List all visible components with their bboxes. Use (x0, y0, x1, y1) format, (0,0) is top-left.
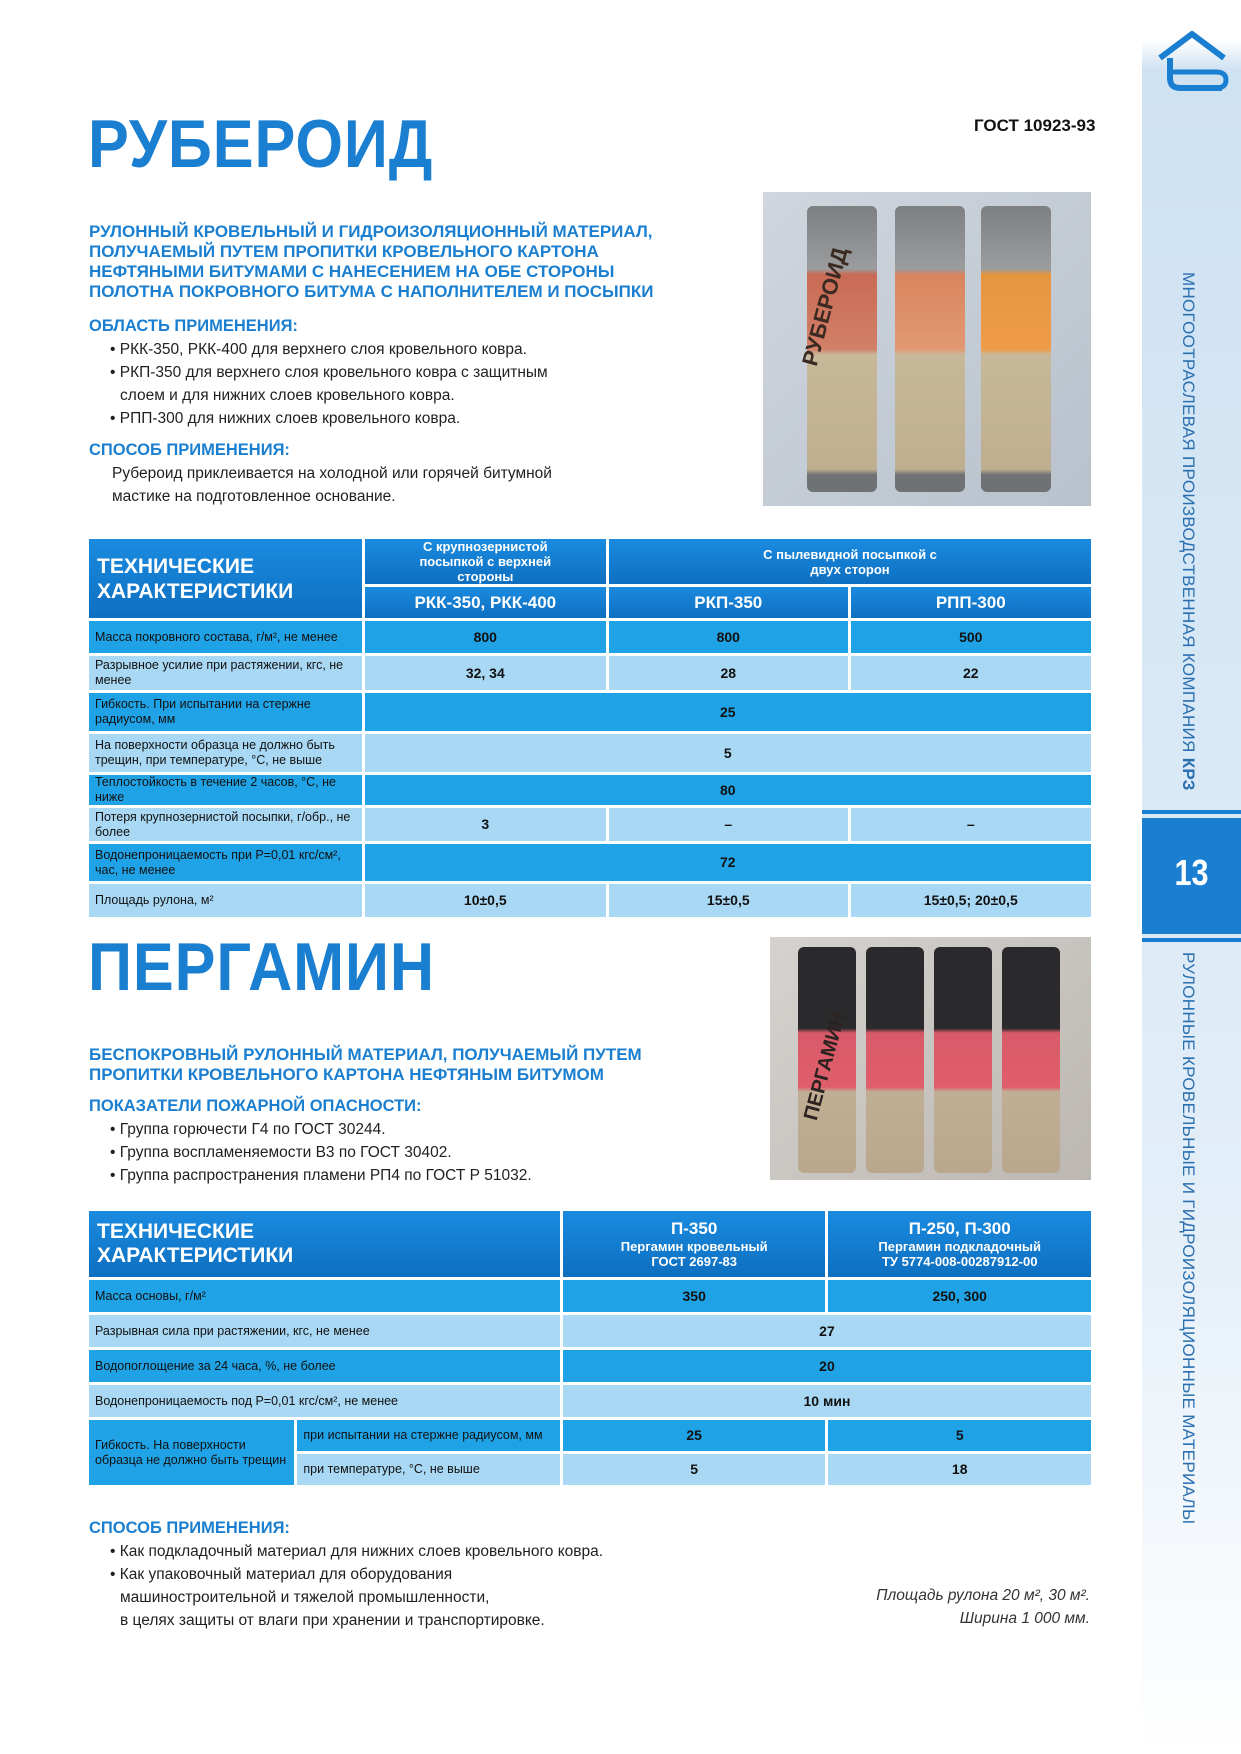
table-row: Разрывная сила при растяжении, кгс, не менее 27 (89, 1315, 1091, 1347)
table-header-title: ТЕХНИЧЕСКИЕ ХАРАКТЕРИСТИКИ (89, 539, 362, 618)
company-name: МНОГООТРАСЛЕВАЯ ПРОИЗВОДСТВЕННАЯ КОМПАНИЯ КРЗ (1179, 272, 1198, 791)
table-row: Масса покровного состава, г/м², не менее 800 800 500 (89, 621, 1091, 653)
pergamin-method-title: СПОСОБ ПРИМЕНЕНИЯ: (89, 1519, 290, 1537)
section-name: РУЛОННЫЕ КРОВЕЛЬНЫЕ И ГИДРОИЗОЛЯЦИОННЫЕ МАТЕРИАЛЫ (1179, 952, 1198, 1525)
ruberoid-product-photo (763, 192, 1091, 506)
table-row: Потеря крупнозернистой посыпки, г/обр., не более 3 – – (89, 808, 1091, 841)
ruberoid-spec-table (86, 536, 1094, 920)
table-row: На поверхности образца не должно быть трещин, при температуре, °С, не выше 5 (89, 734, 1091, 772)
gost-label: ГОСТ 10923-93 (974, 116, 1096, 135)
roll-note: Площадь рулона 20 м², 30 м². Ширина 1 000 мм. (876, 1587, 1090, 1627)
logo (1142, 28, 1241, 98)
sidebar-divider (1142, 810, 1241, 814)
scope-title: ОБЛАСТЬ ПРИМЕНЕНИЯ: (89, 317, 298, 335)
column-header: РКК-350, РКК-400 (365, 587, 606, 618)
scope-list: • РКК-350, РКК-400 для верхнего слоя кровельного ковра. • РКП-350 для верхнего слоя кровельного ковра с защитным слоем и для нижних слоев кровельного ковра. • РПП-300 для нижних слоев кровельного ковра. (110, 341, 548, 427)
table-row: Гибкость. При испытании на стержне радиусом, мм 25 (89, 693, 1091, 731)
page-number: 13 (1174, 852, 1209, 893)
column-header: РПП-300 (851, 587, 1092, 618)
pergamin-product-photo (770, 937, 1091, 1180)
table-row: при температуре, °С, не выше 5 18 (89, 1454, 1091, 1485)
table-row: Разрывное усилие при растяжении, кгс, не менее 32, 34 28 22 (89, 656, 1091, 690)
table-header-title: ТЕХНИЧЕСКИЕ ХАРАКТЕРИСТИКИ (89, 1211, 560, 1277)
table-row: Масса основы, г/м² 350 250, 300 (89, 1280, 1091, 1312)
method-title: СПОСОБ ПРИМЕНЕНИЯ: (89, 441, 290, 459)
house-roof-logo-icon (1142, 28, 1241, 98)
fire-list: • Группа горючести Г4 по ГОСТ 30244. • Группа воспламеняемости В3 по ГОСТ 30402. • Группа распространения пламени РП4 по ГОСТ Р 51032. (110, 1121, 532, 1184)
ruberoid-lead: РУЛОННЫЙ КРОВЕЛЬНЫЙ И ГИДРОИЗОЛЯЦИОННЫЙ МАТЕРИАЛ, ПОЛУЧАЕМЫЙ ПУТЕМ ПРОПИТКИ КРОВЕЛЬНОГО КАРТОНА НЕФТЯНЫМИ БИТУМАМИ С НАНЕСЕНИЕМ НА ОБЕ СТОРОНЫ ПОЛОТНА ПОКРОВНОГО БИТУМА С НАПОЛНИТЕЛЕМ И ПОСЫПКИ (89, 222, 654, 301)
pergamin-lead: БЕСПОКРОВНЫЙ РУЛОННЫЙ МАТЕРИАЛ, ПОЛУЧАЕМЫЙ ПУТЕМ ПРОПИТКИ КРОВЕЛЬНОГО КАРТОНА НЕФТЯНЫМ БИТУМОМ (89, 1045, 642, 1084)
fire-title: ПОКАЗАТЕЛИ ПОЖАРНОЙ ОПАСНОСТИ: (89, 1097, 422, 1115)
pergamin-method-list: • Как подкладочный материал для нижних слоев кровельного ковра. • Как упаковочный материал для оборудования машиностроительной и тяжелой промышленности, в целях защиты от влаги при хранении и транспортировке. (110, 1543, 604, 1629)
column-header-p350: П-350 Пергамин кровельный ГОСТ 2697-83 (563, 1211, 826, 1277)
method-text: Рубероид приклеивается на холодной или горячей битумной мастике на подготовленное основание. (112, 465, 552, 505)
column-header: РКП-350 (609, 587, 847, 618)
table-row: Водонепроницаемость при Р=0,01 кгс/см², час, не менее 72 (89, 844, 1091, 881)
pergamin-title: ПЕРГАМИН (88, 929, 436, 1005)
table-row: Водопоглощение за 24 часа, %, не более 20 (89, 1350, 1091, 1382)
group-header: С крупнозернистой посыпкой с верхней стороны (365, 539, 606, 584)
group-header: С пылевидной посыпкой с двух сторон (609, 539, 1091, 584)
table-row: Водонепроницаемость под Р=0,01 кгс/см², не менее 10 мин (89, 1385, 1091, 1417)
ruberoid-title: РУБЕРОИД (88, 106, 434, 182)
pergamin-spec-table (86, 1208, 1094, 1488)
table-row: Гибкость. На поверхности образца не должно быть трещин при испытании на стержне радиусом, мм 25 5 (89, 1420, 1091, 1451)
ruberoid-photo-label: РУБЕРОИД (797, 244, 853, 369)
page-number-box (1142, 818, 1241, 934)
column-header-p250: П-250, П-300 Пергамин подкладочный ТУ 5774-008-00287912-00 (828, 1211, 1091, 1277)
sidebar-divider (1142, 938, 1241, 942)
table-row: Площадь рулона, м² 10±0,5 15±0,5 15±0,5; 20±0,5 (89, 884, 1091, 917)
table-row: Теплостойкость в течение 2 часов, °С, не ниже 80 (89, 775, 1091, 805)
pergamin-photo-label: ПЕРГАМИН (800, 1009, 850, 1123)
